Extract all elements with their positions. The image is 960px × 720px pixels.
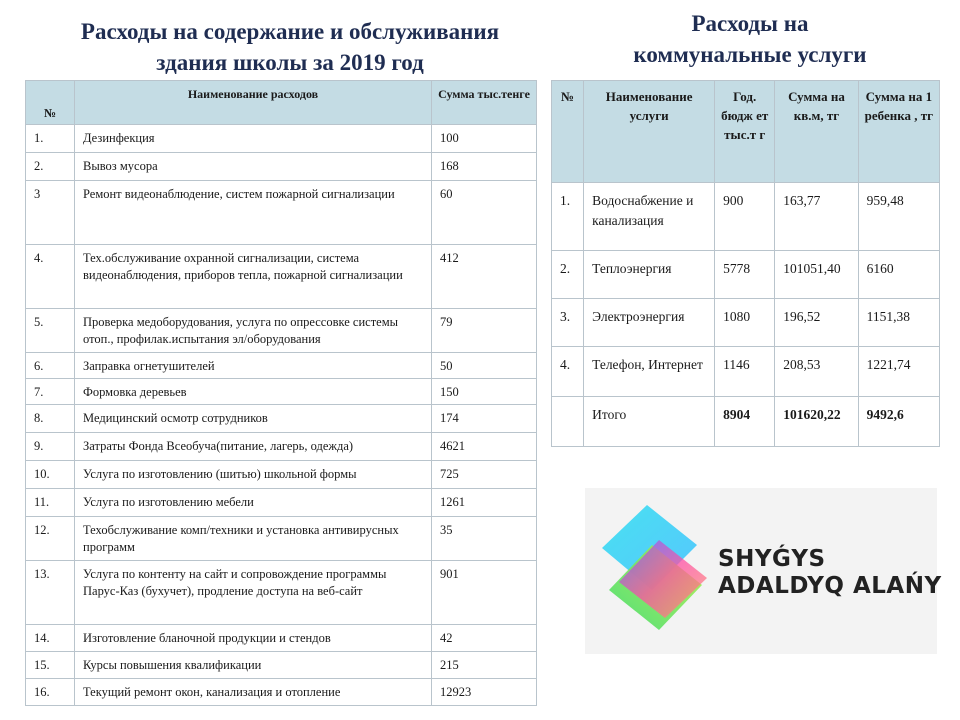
total-row <box>552 397 940 447</box>
row-sum: 150 <box>432 379 537 405</box>
table-row <box>552 299 940 347</box>
row-name: Теплоэнергия <box>584 251 715 299</box>
row-num: 10. <box>26 461 75 489</box>
row-num: 9. <box>26 433 75 461</box>
row-name: Услуга по изготовлению (шитью) школьной формы <box>75 461 432 489</box>
row-per-child: 1221,74 <box>858 347 939 397</box>
row-name: Электроэнергия <box>584 299 715 347</box>
row-per-child: 6160 <box>858 251 939 299</box>
row-num: 5. <box>26 309 75 353</box>
row-name: Заправка огнетушителей <box>75 353 432 379</box>
row-num: 8. <box>26 405 75 433</box>
table-row <box>26 153 537 181</box>
table-row <box>26 181 537 245</box>
row-num: 4. <box>26 245 75 309</box>
total-label: Итого <box>584 397 715 447</box>
table-row <box>26 561 537 625</box>
row-sum: 174 <box>432 405 537 433</box>
row-name: Техобслуживание комп/техники и установка антивирусных программ <box>75 517 432 561</box>
left-title <box>30 16 550 78</box>
row-name: Изготовление бланочной продукции и стендов <box>75 625 432 652</box>
row-num: 1. <box>26 125 75 153</box>
row-sum: 79 <box>432 309 537 353</box>
row-sum: 412 <box>432 245 537 309</box>
row-name: Тех.обслуживание охранной сигнализации, система видеонаблюдения, приборов тепла, пожарной сигнализации <box>75 245 432 309</box>
row-num: 3 <box>26 181 75 245</box>
table-row <box>26 625 537 652</box>
row-sum: 42 <box>432 625 537 652</box>
logo-text-line2: ADALDYQ ALAŃY <box>718 573 942 599</box>
row-num: 13. <box>26 561 75 625</box>
row-name: Текущий ремонт окон, канализация и отопление <box>75 679 432 706</box>
row-num: 14. <box>26 625 75 652</box>
table-row <box>26 125 537 153</box>
row-sum: 725 <box>432 461 537 489</box>
table-row <box>26 379 537 405</box>
left-title-line1: Расходы на содержание и обслуживания <box>80 19 500 44</box>
total-num <box>552 397 584 447</box>
total-per-child: 9492,6 <box>858 397 939 447</box>
logo-text-line1: SHYǴYS <box>718 546 826 572</box>
table-row <box>26 433 537 461</box>
table-row <box>26 517 537 561</box>
row-num: 6. <box>26 353 75 379</box>
logo-text <box>718 546 942 600</box>
row-per-m2: 101051,40 <box>775 251 858 299</box>
table-header-row <box>26 81 537 125</box>
header-num: № <box>26 81 75 125</box>
table-row <box>552 251 940 299</box>
header-budget: Год. бюдж ет тыс.т г <box>715 81 775 183</box>
row-per-child: 1151,38 <box>858 299 939 347</box>
row-budget: 1080 <box>715 299 775 347</box>
table-row <box>26 489 537 517</box>
shygys-logo <box>585 488 942 654</box>
row-name: Дезинфекция <box>75 125 432 153</box>
row-name: Услуга по контенту на сайт и сопровождение программы Парус-Каз (бухучет), продление доступа на веб-сайт <box>75 561 432 625</box>
maintenance-expenses-table <box>25 80 537 706</box>
header-per-child: Сумма на 1 ребенка , тг <box>858 81 939 183</box>
table-row <box>26 652 537 679</box>
row-num: 3. <box>552 299 584 347</box>
table-row <box>26 679 537 706</box>
row-name: Медицинский осмотр сотрудников <box>75 405 432 433</box>
header-num: № <box>552 81 584 183</box>
row-sum: 35 <box>432 517 537 561</box>
row-sum: 4621 <box>432 433 537 461</box>
row-sum: 901 <box>432 561 537 625</box>
table-row <box>26 353 537 379</box>
table-row <box>26 245 537 309</box>
row-num: 2. <box>26 153 75 181</box>
row-num: 2. <box>552 251 584 299</box>
row-name: Телефон, Интернет <box>584 347 715 397</box>
row-per-m2: 163,77 <box>775 183 858 251</box>
row-budget: 1146 <box>715 347 775 397</box>
row-sum: 1261 <box>432 489 537 517</box>
row-sum: 12923 <box>432 679 537 706</box>
header-name: Наименование услуги <box>584 81 715 183</box>
table-row <box>26 405 537 433</box>
row-num: 12. <box>26 517 75 561</box>
header-name: Наименование расходов <box>75 81 432 125</box>
row-sum: 50 <box>432 353 537 379</box>
row-num: 1. <box>552 183 584 251</box>
right-title <box>560 8 940 70</box>
row-name: Услуга по изготовлению мебели <box>75 489 432 517</box>
row-per-m2: 208,53 <box>775 347 858 397</box>
row-name: Ремонт видеонаблюдение, систем пожарной сигнализации <box>75 181 432 245</box>
logo-diamond-icon <box>597 500 712 645</box>
table-header-row <box>552 81 940 183</box>
left-title-line2: здания школы за 2019 год <box>156 50 424 75</box>
row-name: Водоснабжение и канализация <box>584 183 715 251</box>
utilities-expenses-table <box>551 80 940 447</box>
row-name: Формовка деревьев <box>75 379 432 405</box>
table-row <box>26 461 537 489</box>
header-per-m2: Сумма на кв.м, тг <box>775 81 858 183</box>
table-row <box>26 309 537 353</box>
row-name: Курсы повышения квалификации <box>75 652 432 679</box>
row-budget: 5778 <box>715 251 775 299</box>
total-budget: 8904 <box>715 397 775 447</box>
row-name: Проверка медоборудования, услуга по опрессовке системы отоп., профилак.испытания эл/оборудования <box>75 309 432 353</box>
row-sum: 215 <box>432 652 537 679</box>
table-row <box>552 347 940 397</box>
row-num: 11. <box>26 489 75 517</box>
row-num: 4. <box>552 347 584 397</box>
row-num: 16. <box>26 679 75 706</box>
row-sum: 168 <box>432 153 537 181</box>
right-title-line1: Расходы на <box>691 11 809 36</box>
header-sum: Сумма тыс.тенге <box>432 81 537 125</box>
row-budget: 900 <box>715 183 775 251</box>
row-name: Затраты Фонда Всеобуча(питание, лагерь, одежда) <box>75 433 432 461</box>
row-name: Вывоз мусора <box>75 153 432 181</box>
total-per-m2: 101620,22 <box>775 397 858 447</box>
row-sum: 100 <box>432 125 537 153</box>
row-sum: 60 <box>432 181 537 245</box>
row-num: 15. <box>26 652 75 679</box>
table-row <box>552 183 940 251</box>
row-per-child: 959,48 <box>858 183 939 251</box>
right-title-line2: коммунальные услуги <box>633 42 867 67</box>
row-per-m2: 196,52 <box>775 299 858 347</box>
row-num: 7. <box>26 379 75 405</box>
